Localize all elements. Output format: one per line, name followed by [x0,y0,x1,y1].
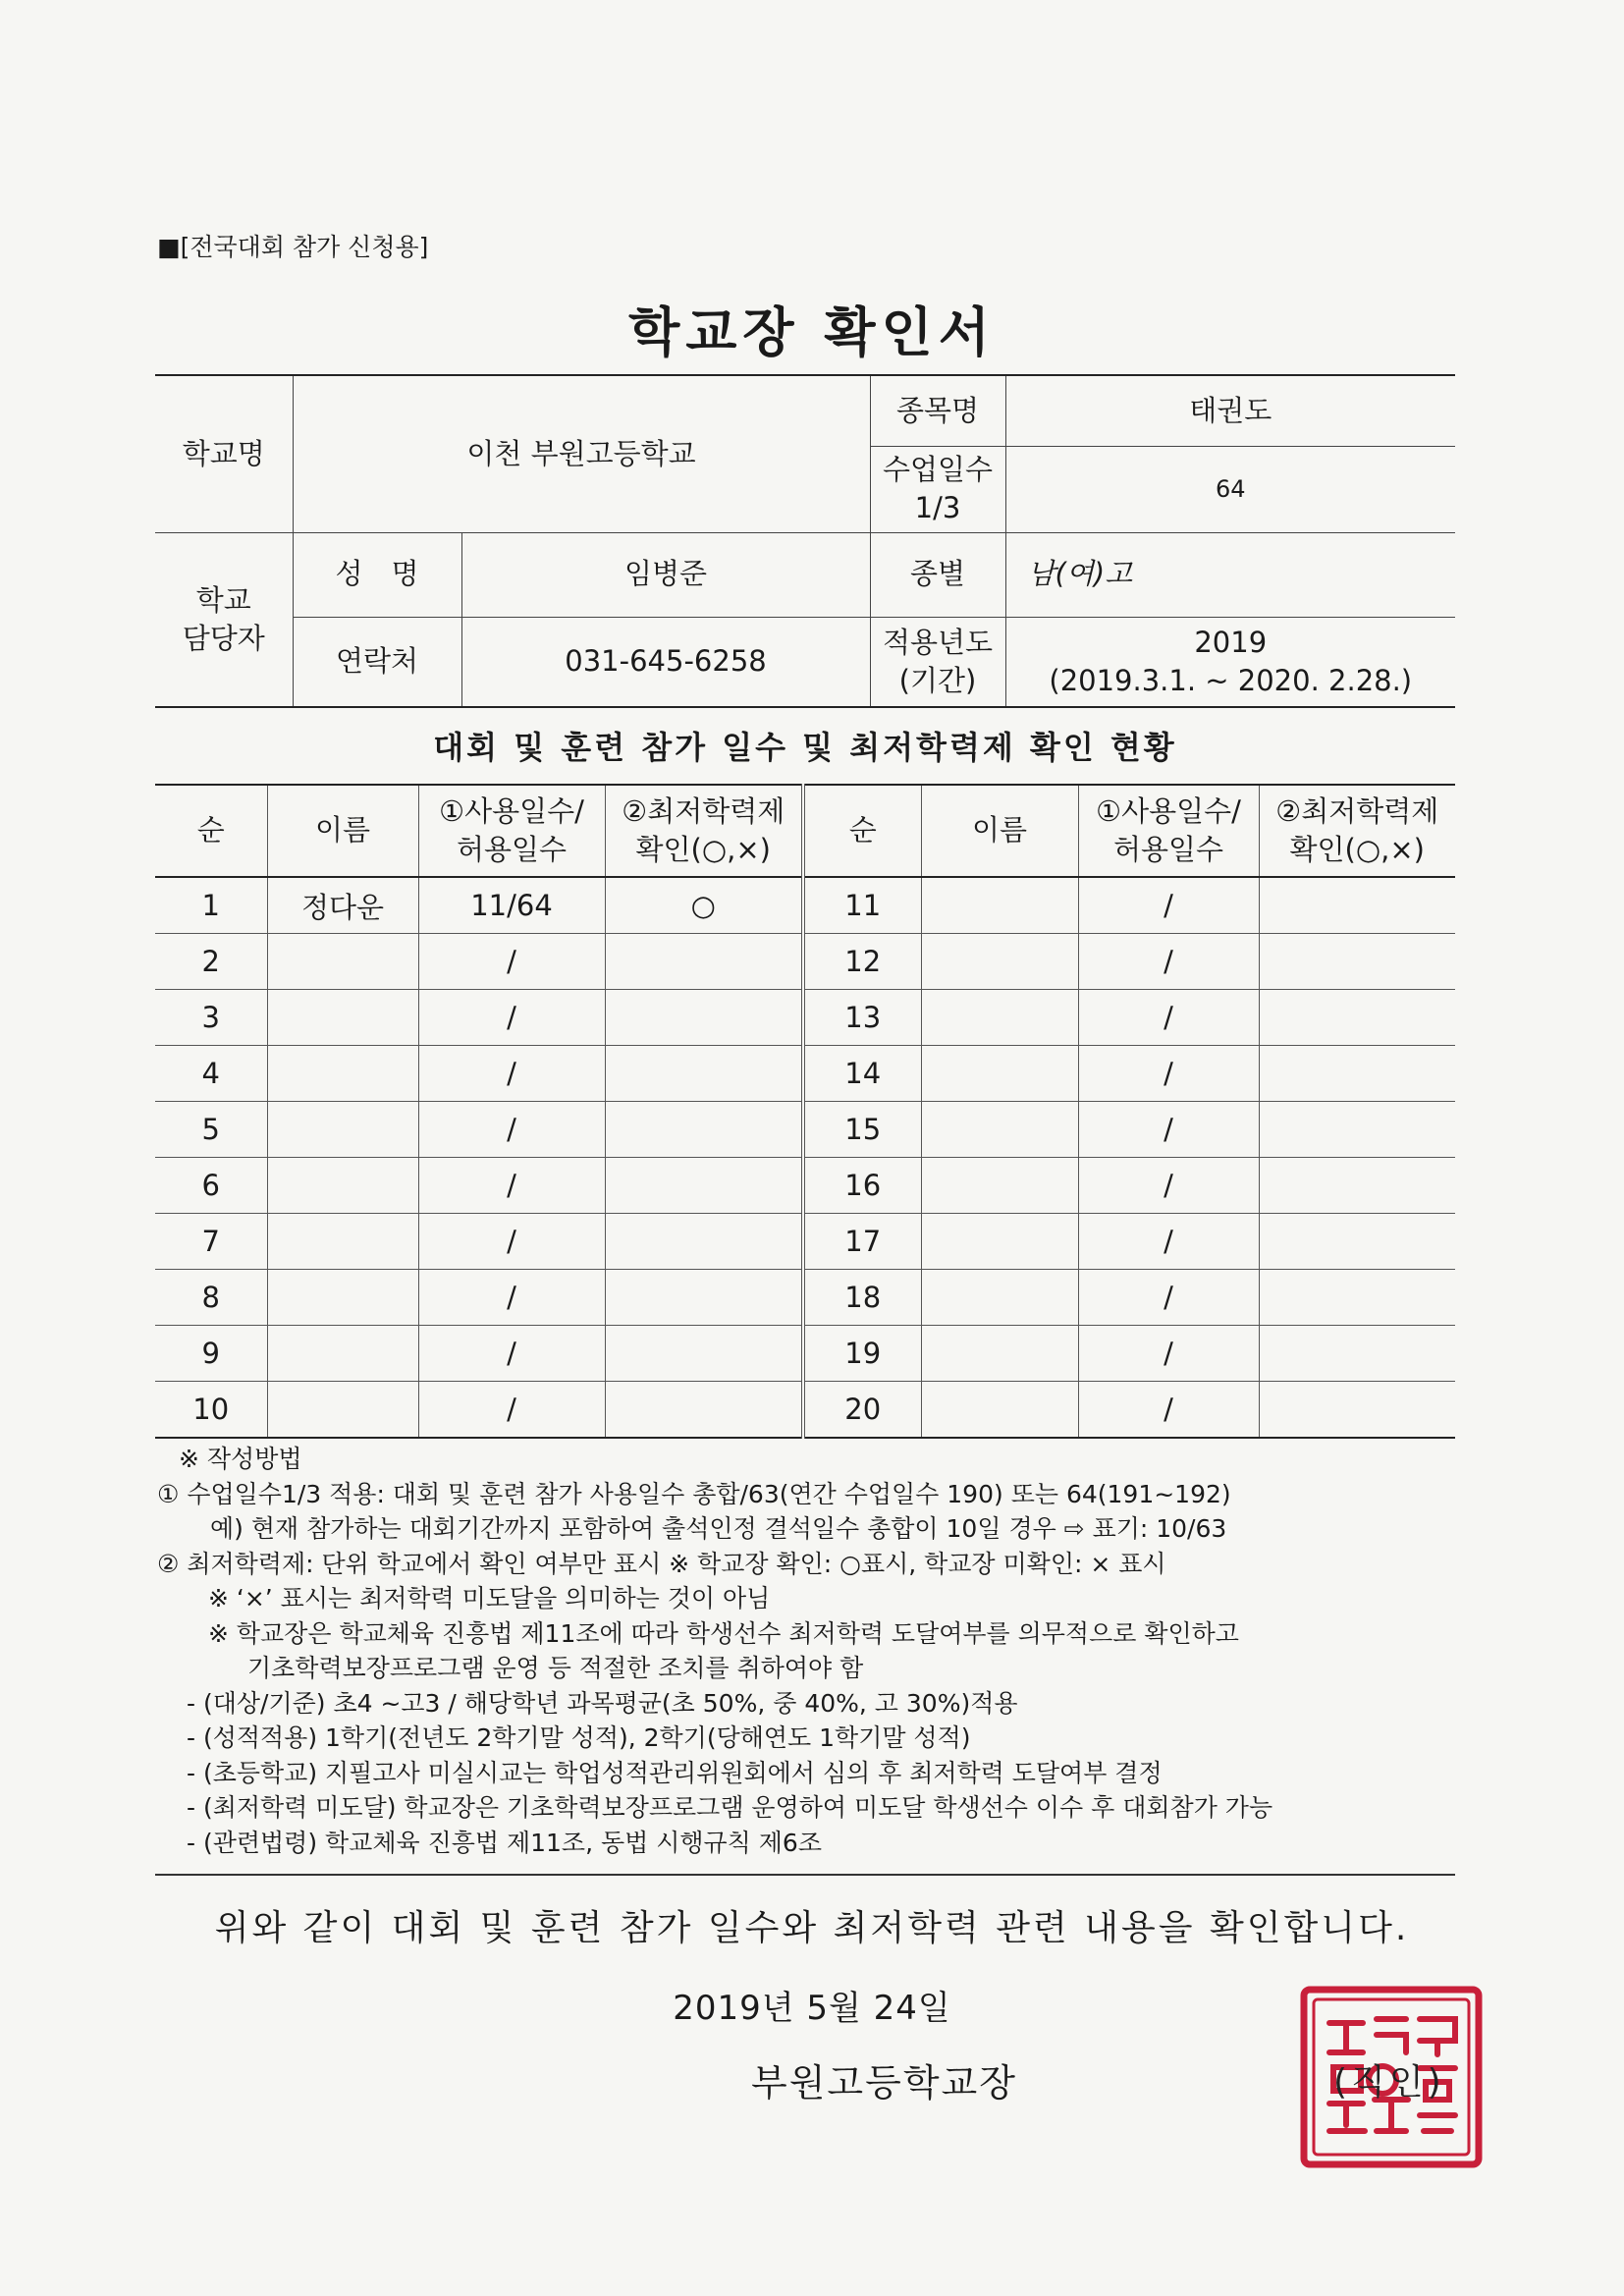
student-name [921,990,1078,1046]
row-number: 18 [803,1270,921,1326]
used-days: / [1078,1270,1259,1326]
confirmation-statement: 위와 같이 대회 및 훈련 참가 일수와 최저학력 관련 내용을 확인합니다. [214,1908,1410,1948]
year-label [870,617,1005,707]
manager-label-line2: 담당자 [182,621,265,655]
manager-label-line1: 학교 [195,582,251,617]
used-days: / [418,1102,605,1158]
min-academic-check: ○ [605,877,803,934]
min-academic-check [1259,1382,1455,1439]
issue-date: 2019년 5월 24일 [673,1989,951,2028]
instructions-block [157,1442,1463,1860]
row-number: 11 [803,877,921,934]
header-no: 순 [155,785,267,877]
min-academic-check [1259,1214,1455,1270]
used-days: / [1078,990,1259,1046]
table-row [155,1382,1455,1439]
row-number: 17 [803,1214,921,1270]
student-name [267,1102,418,1158]
header-check-line1: ②최저학력제 [1275,793,1439,828]
person-name-label: 성 명 [293,532,461,617]
instruction-line: ② 최저학력제: 단위 학교에서 확인 여부만 표시 ※ 학교장 확인: ○표시, 학교장 미확인: × 표시 [157,1549,1166,1578]
table-row [155,1102,1455,1158]
instruction-line: - (성적적용) 1학기(전년도 2학기말 성적), 2학기(당해연도 1학기말 성적) [187,1723,971,1752]
instruction-line: 예) 현재 참가하는 대회기간까지 포함하여 출석인정 결석일수 총합이 10일 경우 ⇨ 표기: 10/63 [210,1514,1227,1543]
row-number: 15 [803,1102,921,1158]
used-days: / [418,1046,605,1102]
category-value: 남(여)고 [1005,532,1455,617]
participation-status-table [155,784,1455,1439]
year-label-line2: (기간) [898,663,977,697]
used-days: / [1078,934,1259,990]
min-academic-check [605,1382,803,1439]
seal-label: (직인) [1333,2062,1445,2103]
row-number: 8 [155,1270,267,1326]
table-row [155,877,1455,934]
header-days-line1: ①사용일수/ [1096,793,1241,828]
min-academic-check [605,934,803,990]
student-name [921,877,1078,934]
row-number: 16 [803,1158,921,1214]
row-number: 1 [155,877,267,934]
header-days-line2: 허용일수 [456,833,568,866]
student-name [267,1214,418,1270]
student-name [267,1270,418,1326]
student-name [921,1382,1078,1439]
header-name: 이름 [267,785,418,877]
instructions-heading: ※ 작성방법 [179,1445,302,1473]
used-days: / [1078,1158,1259,1214]
form-type-label: ■[전국대회 참가 신청용] [157,233,429,261]
instruction-line: - (초등학교) 지필고사 미실시교는 학업성적관리위원회에서 심의 후 최저학력 도달여부 결정 [187,1758,1163,1787]
year-value [1005,617,1455,707]
manager-label [155,532,293,707]
row-number: 7 [155,1214,267,1270]
contact-value: 031-645-6258 [461,617,870,707]
table-row [155,934,1455,990]
used-days: / [1078,877,1259,934]
used-days: / [418,934,605,990]
header-days-line2: 허용일수 [1112,833,1224,866]
student-name [921,1158,1078,1214]
document-title: 학교장 확인서 [628,301,996,363]
header-check [605,785,803,877]
category-label: 종별 [870,532,1005,617]
min-academic-check [1259,1270,1455,1326]
school-name-value: 이천 부원고등학교 [293,375,870,532]
student-name [267,1382,418,1439]
header-check [1259,785,1455,877]
header-days [1078,785,1259,877]
row-number: 2 [155,934,267,990]
school-days-value-text: 64 [1215,474,1246,503]
instruction-line: - (최저학력 미도달) 학교장은 기초학력보장프로그램 운영하여 미도달 학생선수 이수 후 대회참가 가능 [187,1793,1273,1822]
min-academic-check [605,1046,803,1102]
student-name [921,1214,1078,1270]
instruction-line: ※ 학교장은 학교체육 진흥법 제11조에 따라 학생선수 최저학력 도달여부를 의무적으로 확인하고 [208,1618,1239,1648]
school-name-label: 학교명 [155,375,293,532]
student-name [921,1270,1078,1326]
min-academic-check [605,1326,803,1382]
used-days: / [418,1214,605,1270]
table-row [155,1158,1455,1214]
school-days-label-line1: 수업일수 [882,452,994,486]
used-days: / [418,990,605,1046]
row-number: 9 [155,1326,267,1382]
min-academic-check [605,1102,803,1158]
instruction-line: ① 수업일수1/3 적용: 대회 및 훈련 참가 사용일수 총합/63(연간 수업일수 190) 또는 64(191~192) [157,1479,1231,1508]
used-days: / [1078,1382,1259,1439]
principal-signature: 부원고등학교장 [751,2061,1017,2105]
min-academic-check [1259,877,1455,934]
header-check-line1: ②최저학력제 [622,793,785,828]
student-name: 정다운 [267,877,418,934]
student-name [267,934,418,990]
header-days-line1: ①사용일수/ [439,793,584,828]
sport-label: 종목명 [870,375,1005,446]
header-no: 순 [803,785,921,877]
row-number: 3 [155,990,267,1046]
person-name-value: 임병준 [461,532,870,617]
school-info-table [155,374,1455,708]
row-number: 19 [803,1326,921,1382]
used-days: / [1078,1326,1259,1382]
status-section-title: 대회 및 훈련 참가 일수 및 최저학력제 확인 현황 [433,729,1177,766]
student-name [267,990,418,1046]
student-name [267,1046,418,1102]
row-number: 12 [803,934,921,990]
min-academic-check [605,1158,803,1214]
student-name [267,1158,418,1214]
school-days-label-line2: 1/3 [914,491,961,524]
instruction-line: 기초학력보장프로그램 운영 등 적절한 조치를 취하여야 함 [247,1654,864,1682]
status-header-row [155,785,1455,877]
student-name [921,934,1078,990]
table-row [155,1046,1455,1102]
min-academic-check [1259,1046,1455,1102]
min-academic-check [1259,1326,1455,1382]
student-name [921,1326,1078,1382]
min-academic-check [605,1214,803,1270]
row-number: 13 [803,990,921,1046]
table-row [155,1214,1455,1270]
year-label-line1: 적용년도 [882,625,994,659]
used-days: / [418,1270,605,1326]
used-days: 11/64 [418,877,605,934]
row-number: 6 [155,1158,267,1214]
year-value-line1: 2019 [1194,625,1268,659]
table-row [155,1270,1455,1326]
year-value-line2: (2019.3.1. ~ 2020. 2.28.) [1049,663,1413,697]
row-number: 14 [803,1046,921,1102]
student-name [921,1046,1078,1102]
school-days-label [870,446,1005,532]
contact-label: 연락처 [293,617,461,707]
student-name [267,1326,418,1382]
min-academic-check [605,990,803,1046]
table-row [155,1326,1455,1382]
sport-value: 태권도 [1005,375,1455,446]
min-academic-check [1259,990,1455,1046]
min-academic-check [1259,1102,1455,1158]
table-row [155,990,1455,1046]
min-academic-check [1259,1158,1455,1214]
min-academic-check [605,1270,803,1326]
header-check-line2: 확인(○,×) [635,833,771,866]
header-check-line2: 확인(○,×) [1289,833,1425,866]
used-days: / [418,1158,605,1214]
used-days: / [418,1326,605,1382]
used-days: / [1078,1214,1259,1270]
row-number: 10 [155,1382,267,1439]
used-days: / [1078,1046,1259,1102]
instruction-line: - (관련법령) 학교체육 진흥법 제11조, 동법 시행규칙 제6조 [187,1828,822,1857]
instruction-line: - (대상/기준) 초4 ~고3 / 해당학년 과목평균(초 50%, 중 40%, 고 30%)적용 [187,1688,1018,1718]
school-days-value [1005,446,1455,532]
header-days [418,785,605,877]
row-number: 20 [803,1382,921,1439]
student-name [921,1102,1078,1158]
divider [155,1874,1455,1876]
instruction-line: ※ ‘×’ 표시는 최저학력 미도달을 의미하는 것이 아님 [208,1584,771,1613]
used-days: / [418,1382,605,1439]
used-days: / [1078,1102,1259,1158]
header-name: 이름 [921,785,1078,877]
row-number: 5 [155,1102,267,1158]
min-academic-check [1259,934,1455,990]
row-number: 4 [155,1046,267,1102]
